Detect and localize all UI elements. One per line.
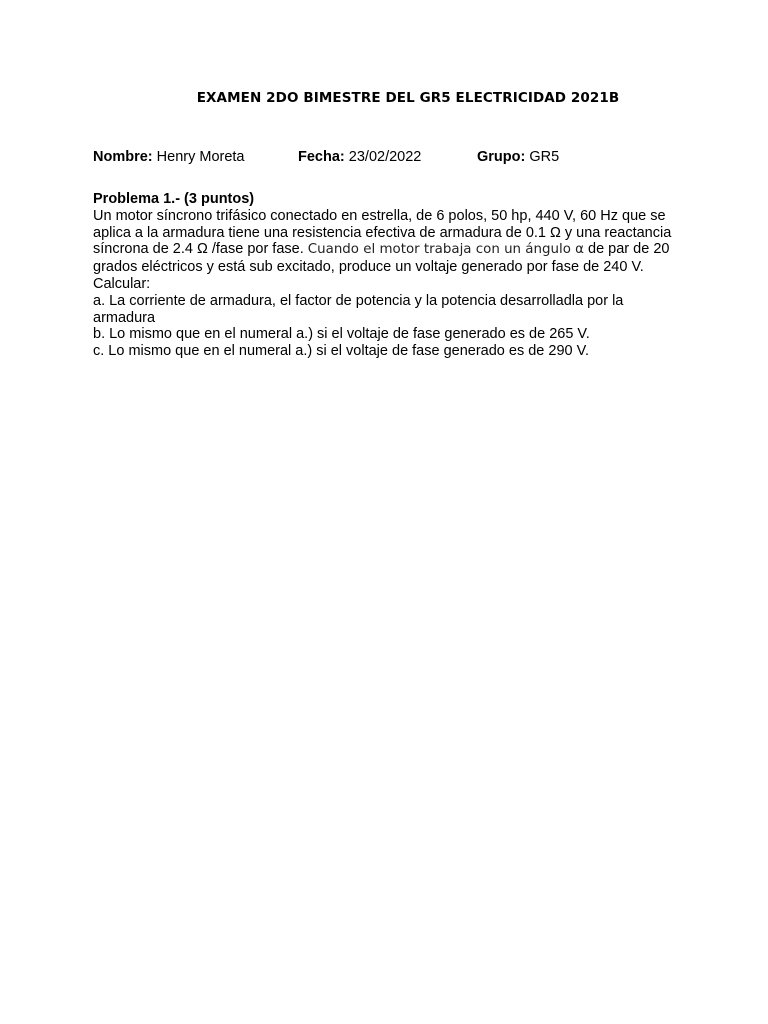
nombre-value: Henry Moreta: [156, 149, 245, 165]
grupo-label: Grupo:: [477, 149, 526, 165]
fecha-value: 23/02/2022: [348, 149, 422, 165]
problem-line: Calcular:: [93, 275, 151, 292]
problem-line-part: Cuando el motor trabaja con un ángulo α: [307, 242, 584, 258]
problem-line: c. Lo mismo que en el numeral a.) si el voltaje de fase generado es de 290 V.: [93, 343, 589, 360]
fecha-field: [298, 149, 421, 165]
nombre-label: Nombre:: [93, 149, 153, 165]
problem-line-part: de par de 20: [588, 241, 670, 258]
problem-line: [93, 241, 733, 259]
grupo-value: GR5: [529, 149, 560, 165]
problem-line: aplica a la armadura tiene una resistencia efectiva de armadura de 0.1 Ω y una reactancia: [93, 224, 672, 241]
exam-title: EXAMEN 2DO BIMESTRE DEL GR5 ELECTRICIDAD 2021B: [196, 90, 620, 106]
problem-line: a. La corriente de armadura, el factor de potencia y la potencia desarrolladla por la: [93, 292, 624, 309]
problem-line: b. Lo mismo que en el numeral a.) si el voltaje de fase generado es de 265 V.: [93, 326, 590, 343]
problem-line-part: síncrona de 2.4 Ω /fase por fase.: [93, 241, 304, 258]
problem-1: [93, 191, 733, 360]
fecha-label: Fecha:: [298, 149, 345, 165]
grupo-field: [477, 149, 559, 165]
nombre-field: [93, 149, 245, 165]
problem-line: Un motor síncrono trifásico conectado en estrella, de 6 polos, 50 hp, 440 V, 60 Hz que se: [93, 207, 666, 224]
problem-line: grados eléctricos y está sub excitado, produce un voltaje generado por fase de 240 V.: [93, 259, 644, 276]
problem-line: armadura: [93, 309, 156, 326]
problem-heading: Problema 1.- (3 puntos): [93, 191, 255, 207]
